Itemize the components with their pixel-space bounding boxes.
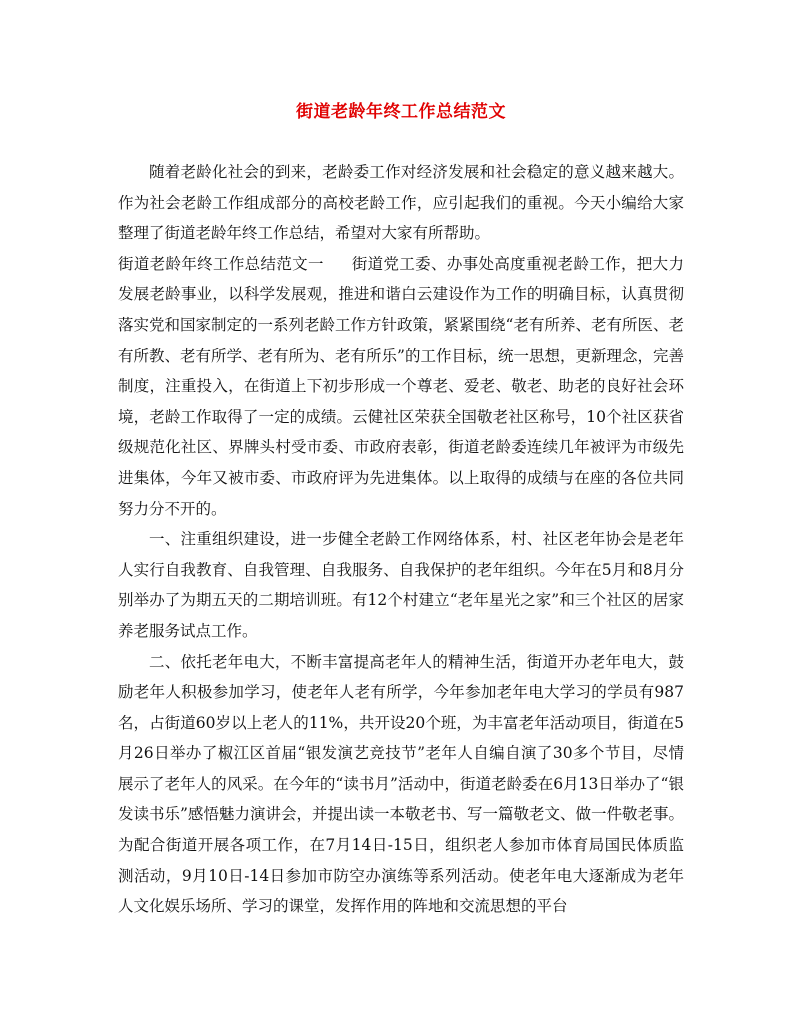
- section-title: 街道老龄年终工作总结范文一: [118, 254, 324, 273]
- document-title: 街道老龄年终工作总结范文: [296, 102, 506, 122]
- intro-paragraph: 随着老龄化社会的到来，老龄委工作对经济发展和社会稳定的意义越来越大。作为社会老龄工作组成部分的高校老龄工作，应引起我们的重视。今天小编给大家整理了街道老龄年终工作总结，希望对大家有所帮助。: [118, 163, 684, 243]
- body-paragraph-2: 二、依托老年电大，不断丰富提高老年人的精神生活，街道开办老年电大，鼓励老年人积极参加学习，使老年人老有所学，今年参加老年电大学习的学员有987名，占街道60岁以上老人的11%，共开设20个班，为丰富老年活动项目，街道在5月26日举办了椒江区首届“银发演艺竞技节”老年人自编自演了30多个节目，尽情展示了老年人的风采。在今年的“读书月”活动中，街道老龄委在6月13日举办了“银发读书乐”感悟魅力演讲会，并提出读一本敬老书、写一篇敬老文、做一件敬老事。为配合街道开展各项工作，在7月14日-15日，组织老人参加市体育局国民体质监测活动，9月10日-14日参加市防空办演练等系列活动。使老年电大逐渐成为老年人文化娱乐场所、学习的课堂，发挥作用的阵地和交流思想的平台: [118, 652, 684, 916]
- body-paragraph-1: 一、注重组织建设，进一步健全老龄工作网络体系，村、社区老年协会是老年人实行自我教育、自我管理、自我服务、自我保护的老年组织。今年在5月和8月分别举办了为期五天的二期培训班。有12个村建立“老年星光之家”和三个社区的居家养老服务试点工作。: [118, 530, 684, 640]
- section-paragraph: [118, 249, 684, 524]
- document-page: [118, 92, 684, 922]
- section-body: 街道党工委、办事处高度重视老龄工作，把大力发展老龄事业，以科学发展观，推进和谐白云建设作为工作的明确目标，认真贯彻落实党和国家制定的一系列老龄工作方针政策，紧紧围绕“老有所养、老有所医、老有所教、老有所学、老有所为、老有所乐”的工作目标，统一思想，更新理念，完善制度，注重投入，在街道上下初步形成一个尊老、爱老、敬老、助老的良好社会环境，老龄工作取得了一定的成绩。云健社区荣获全国敬老社区称号，10个社区获省级规范化社区、界牌头村受市委、市政府表彰，街道老龄委连续几年被评为市级先进集体，今年又被市委、市政府评为先进集体。以上取得的成绩与在座的各位共同努力分不开的。: [118, 254, 684, 518]
